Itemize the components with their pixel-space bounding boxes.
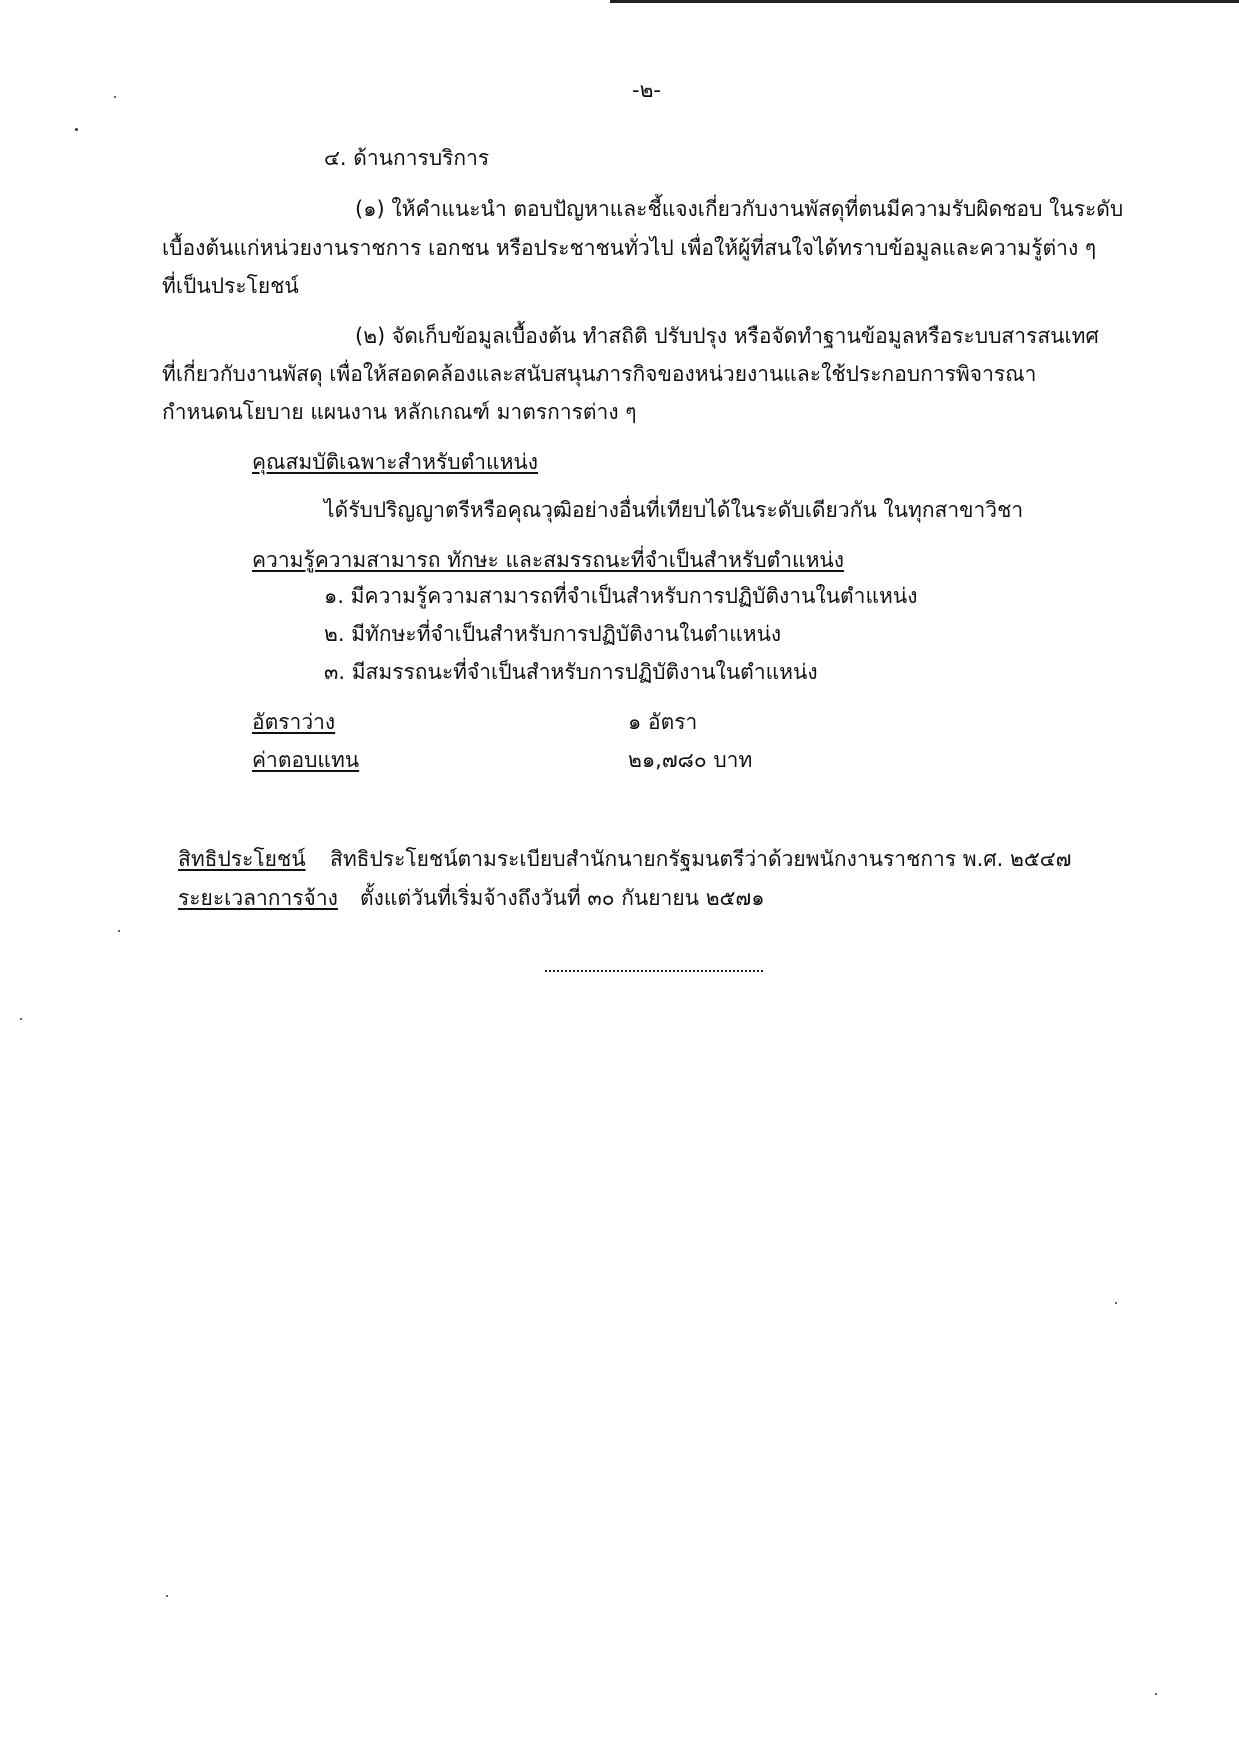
scan-speck bbox=[75, 128, 78, 131]
section-4-item-2-line-3: กำหนดนโยบาย แผนงาน หลักเกณฑ์ มาตรการต่าง ๆ bbox=[162, 400, 637, 424]
scan-speck bbox=[20, 1018, 22, 1020]
competencies-heading: ความรู้ความสามารถ ทักษะ และสมรรถนะที่จำเป็นสำหรับตำแหน่ง bbox=[252, 548, 845, 572]
employment-period-label: ระยะเวลาการจ้าง bbox=[178, 886, 338, 910]
scan-top-edge bbox=[610, 0, 1239, 3]
scan-speck bbox=[114, 96, 116, 98]
qualifications-text: ได้รับปริญญาตรีหรือคุณวุฒิอย่างอื่นที่เทียบได้ในระดับเดียวกัน ในทุกสาขาวิชา bbox=[324, 498, 1024, 522]
section-4-item-1-line-2: เบื้องต้นแก่หน่วยงานราชการ เอกชน หรือประชาชนทั่วไป เพื่อให้ผู้ที่สนใจได้ทราบข้อมูลและความรู้ต่าง ๆ bbox=[162, 236, 1097, 260]
section-4-item-2-line-2: ที่เกี่ยวกับงานพัสดุ เพื่อให้สอดคล้องและสนับสนุนภารกิจของหน่วยงานและใช้ประกอบการพิจารณา bbox=[162, 362, 1037, 386]
benefits-text: สิทธิประโยชน์ตามระเบียบสำนักนายกรัฐมนตรีว่าด้วยพนักงานราชการ พ.ศ. ๒๕๔๗ bbox=[330, 847, 1072, 871]
scan-speck bbox=[1155, 1693, 1157, 1695]
scan-speck bbox=[118, 930, 120, 932]
competency-item-3: ๓. มีสมรรถนะที่จำเป็นสำหรับการปฏิบัติงานในตำแหน่ง bbox=[324, 660, 818, 684]
vacancy-label: อัตราว่าง bbox=[252, 710, 336, 734]
end-dotted-line bbox=[545, 970, 763, 972]
page-number: -๒- bbox=[632, 78, 661, 102]
competency-item-1: ๑. มีความรู้ความสามารถที่จำเป็นสำหรับการปฏิบัติงานในตำแหน่ง bbox=[324, 584, 918, 608]
benefits-label: สิทธิประโยชน์ bbox=[178, 847, 306, 871]
section-4-item-1-line-1: (๑) ให้คำแนะนำ ตอบปัญหาและชี้แจงเกี่ยวกับงานพัสดุที่ตนมีความรับผิดชอบ ในระดับ bbox=[355, 197, 1124, 221]
scan-speck bbox=[1115, 1302, 1117, 1304]
vacancy-value: ๑ อัตรา bbox=[628, 710, 698, 734]
section-4-item-2-line-1: (๒) จัดเก็บข้อมูลเบื้องต้น ทำสถิติ ปรับปรุง หรือจัดทำฐานข้อมูลหรือระบบสารสนเทศ bbox=[355, 324, 1099, 348]
section-4-item-1-line-3: ที่เป็นประโยชน์ bbox=[162, 274, 299, 298]
competency-item-2: ๒. มีทักษะที่จำเป็นสำหรับการปฏิบัติงานในตำแหน่ง bbox=[324, 622, 782, 646]
scan-speck bbox=[166, 1595, 168, 1597]
employment-period-text: ตั้งแต่วันที่เริ่มจ้างถึงวันที่ ๓๐ กันยายน ๒๕๗๑ bbox=[360, 886, 765, 910]
section-4-heading: ๔. ด้านการบริการ bbox=[324, 146, 490, 170]
salary-value: ๒๑,๗๘๐ บาท bbox=[628, 748, 753, 772]
salary-label: ค่าตอบแทน bbox=[252, 748, 360, 772]
qualifications-heading: คุณสมบัติเฉพาะสำหรับตำแหน่ง bbox=[252, 450, 539, 474]
